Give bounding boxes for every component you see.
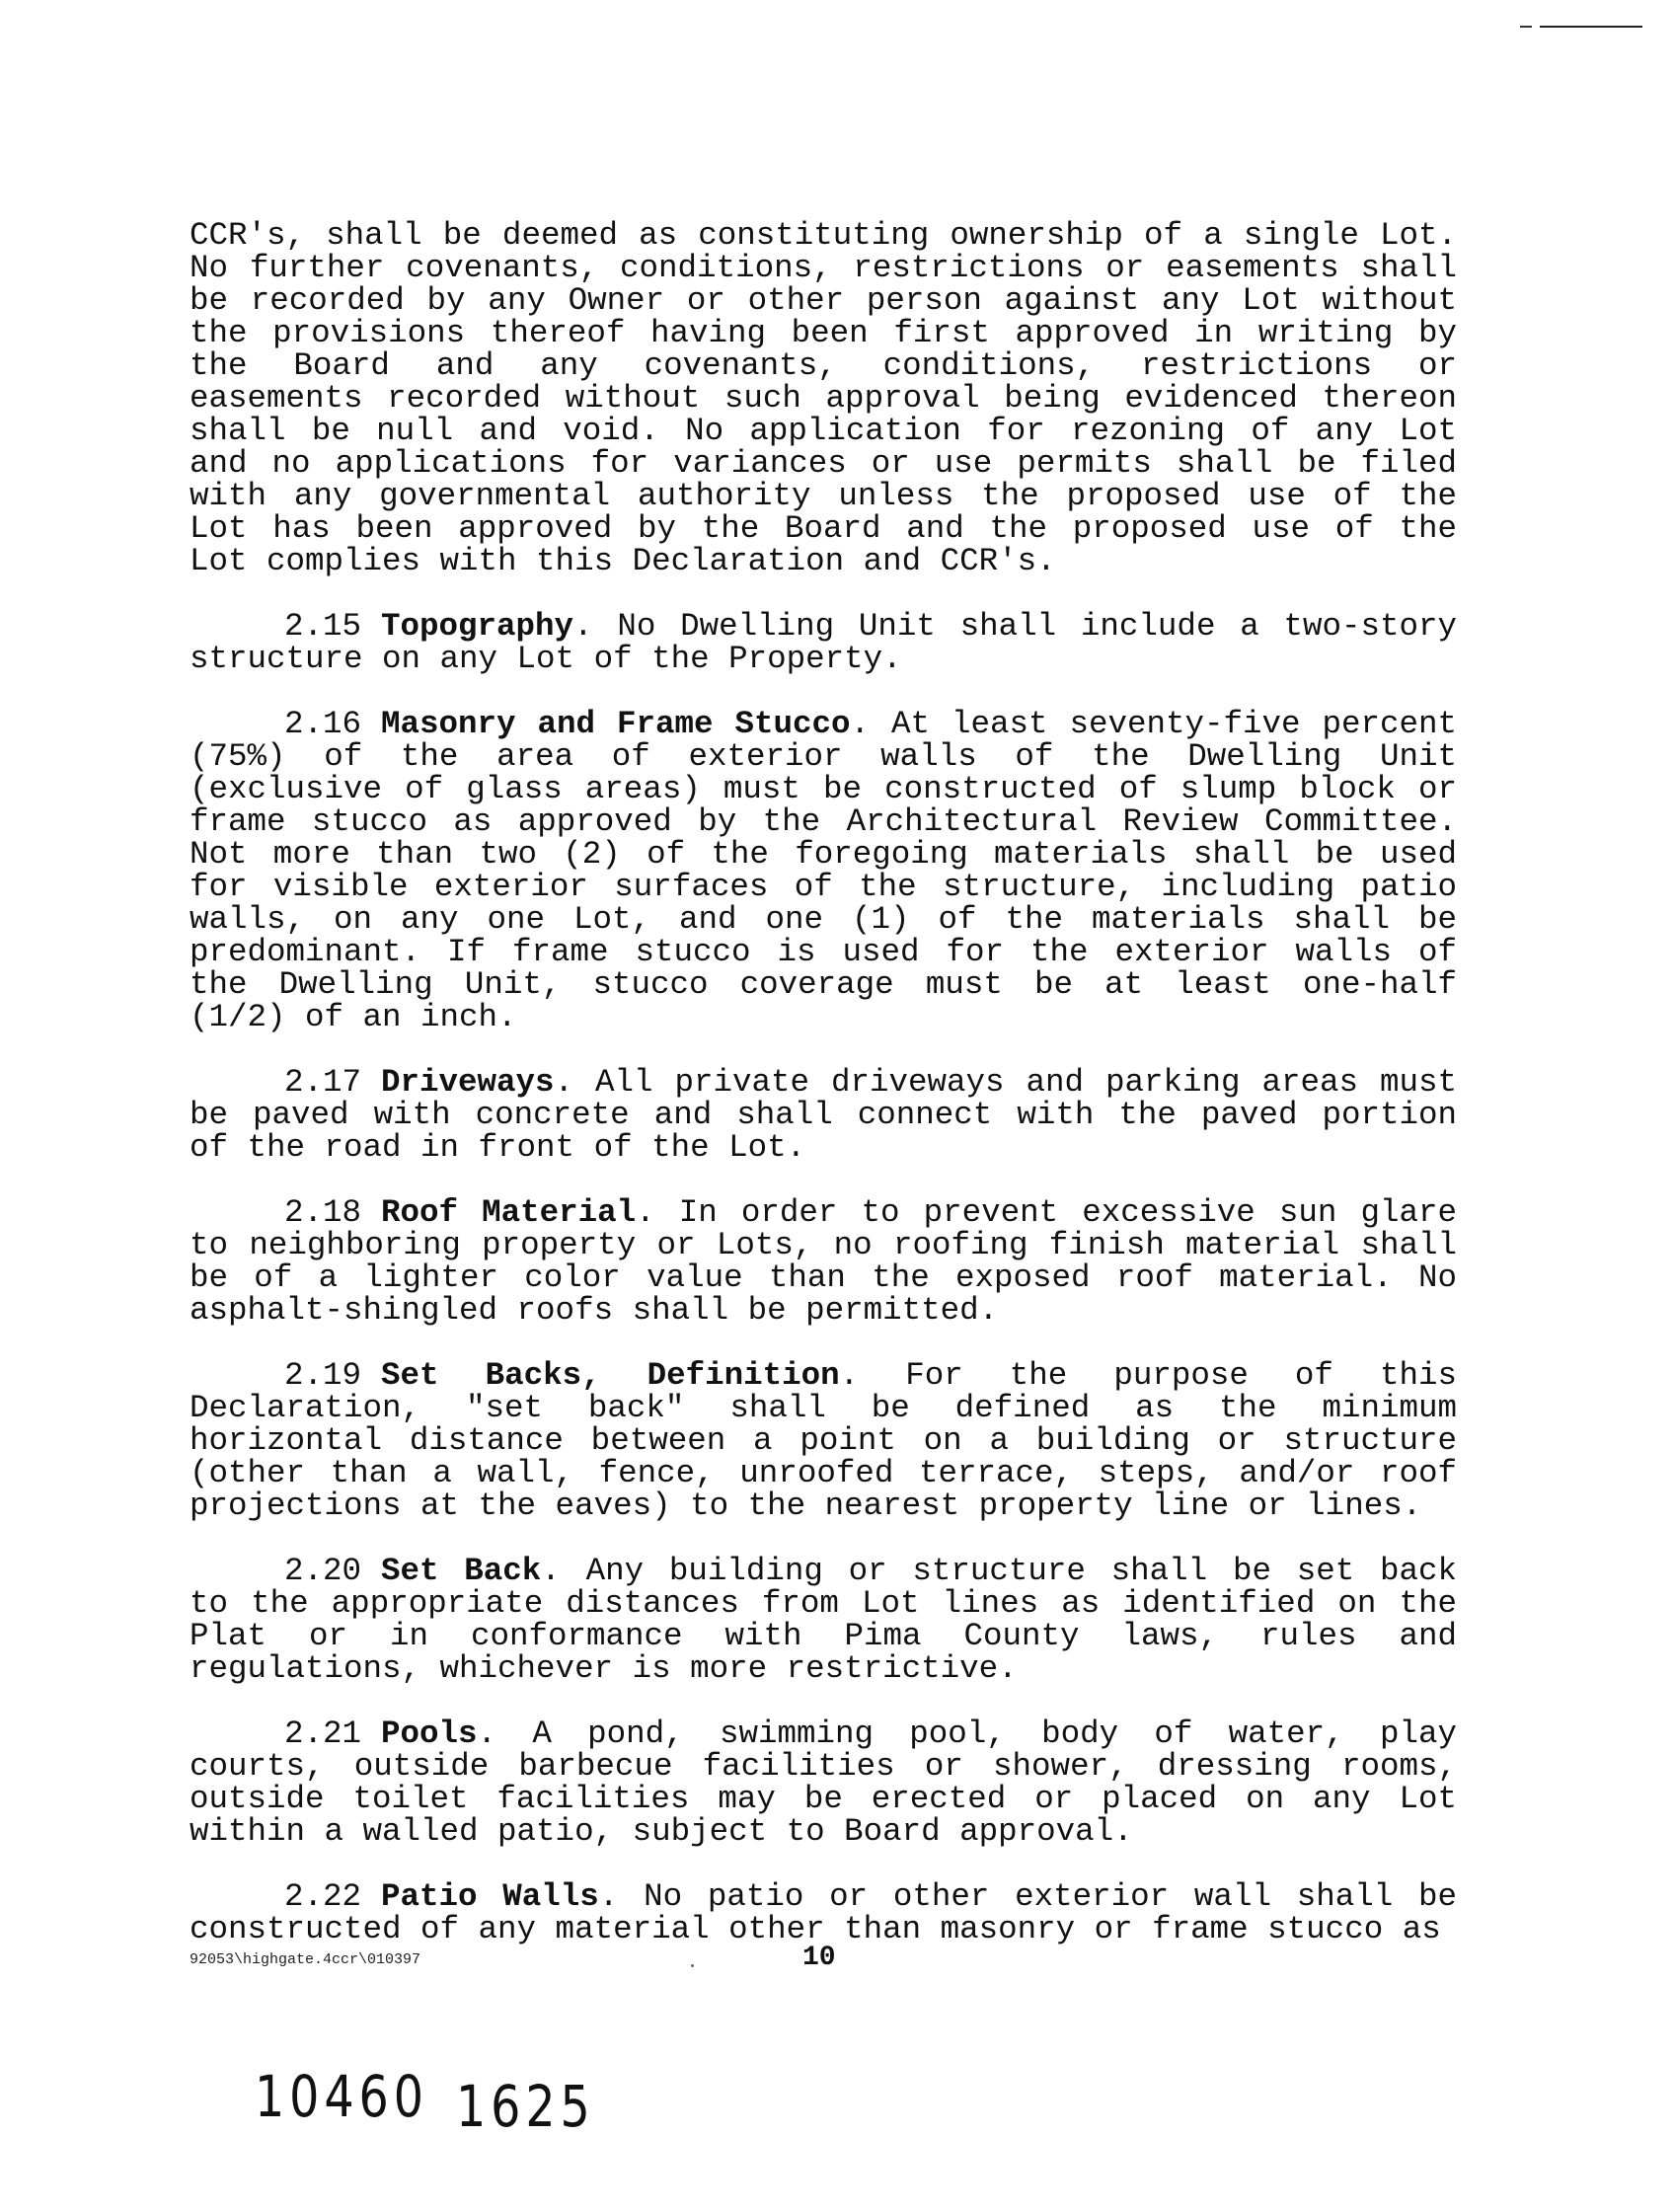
section-number: 2.17 xyxy=(284,1064,362,1101)
section-2-17: 2.17 Driveways. All private driveways and parking areas must be paved with concrete and shall connect with the paved portion of the road in front of the Lot. xyxy=(190,1064,1457,1166)
section-number: 2.18 xyxy=(284,1194,362,1231)
top-edge-dash xyxy=(1520,26,1532,28)
top-edge-rule xyxy=(1540,26,1642,28)
section-heading: Patio Walls xyxy=(381,1878,599,1915)
section-number: 2.22 xyxy=(284,1878,362,1915)
section-2-22: 2.22 Patio Walls. No patio or other exterior wall shall be constructed of any material other than masonry or frame stucco as xyxy=(190,1878,1457,1947)
section-text: For the purpose of this Declaration, "set back" shall be defined as the minimum horizontal distance between a point on a building or structure (other than a wall, fence, unroofed terrace, steps, and/or roof projections at the eaves) to the nearest property line or lines. xyxy=(190,1357,1457,1524)
section-number: 2.15 xyxy=(284,608,362,645)
section-heading: Driveways xyxy=(381,1064,555,1101)
section-text: No Dwelling Unit shall include a two-story structure on any Lot of the Property. xyxy=(190,608,1457,677)
section-heading: Set Back xyxy=(381,1553,542,1589)
section-text: No patio or other exterior wall shall be constructed of any material other than masonry or frame stucco as xyxy=(190,1878,1457,1947)
section-heading: Roof Material xyxy=(381,1194,637,1231)
section-2-15: 2.15 Topography. No Dwelling Unit shall include a two-story structure on any Lot of the Property. xyxy=(190,608,1457,677)
footer-file-reference: 92053\highgate.4ccr\010397 xyxy=(190,1951,421,1968)
section-heading: Set Backs, Definition xyxy=(381,1357,840,1394)
section-2-19: 2.19 Set Backs, Definition. For the purpose of this Declaration, "set back" shall be defined as the minimum horizontal distance between a point on a building or structure (other than a wall, fence, unroofed terrace, steps, and/or roof projections at the eaves) to the nearest property line or lines. xyxy=(190,1357,1457,1524)
paragraph-text: CCR's, shall be deemed as constituting ownership of a single Lot. No further covenants, conditions, restrictions or easements shall be recorded by any Owner or other person against any Lot without the provisions thereof having been first approved in writing by the Board and any covenants, conditions, restrictions or easements recorded without such approval being evidenced thereon shall be null and void. No application for rezoning of any Lot and no applications for variances or use permits shall be filed with any governmental authority unless the proposed use of the Lot has been approved by the Board and the proposed use of the Lot complies with this Declaration and CCR's. xyxy=(190,217,1457,579)
section-number: 2.20 xyxy=(284,1553,362,1589)
section-number: 2.19 xyxy=(284,1357,362,1394)
scan-speck xyxy=(691,1964,694,1967)
section-2-18: 2.18 Roof Material. In order to prevent excessive sun glare to neighboring property or Lots, no roofing finish material shall be of a lighter color value than the exposed roof material. No asphalt-shingled roofs shall be permitted. xyxy=(190,1194,1458,1329)
section-heading: Topography xyxy=(381,608,574,645)
section-number: 2.21 xyxy=(284,1716,362,1752)
section-2-16: 2.16 Masonry and Frame Stucco. At least seventy-five percent (75%) of the area of exterior walls of the Dwelling Unit (exclusive of glass areas) must be constructed of slump block or frame stucco as approved by the Architectural Review Committee. Not more than two (2) of the foregoing materials shall be used for visible exterior surfaces of the structure, including patio walls, on any one Lot, and one (1) of the materials shall be predominant. If frame stucco is used for the exterior walls of the Dwelling Unit, stucco coverage must be at least one-half (1/2) of an inch. xyxy=(190,706,1458,1035)
section-text: A pond, swimming pool, body of water, play courts, outside barbecue facilities or shower, dressing rooms, outside toilet facilities may be erected or placed on any Lot within a walled patio, subject to Board approval. xyxy=(190,1716,1457,1850)
section-2-21: 2.21 Pools. A pond, swimming pool, body of water, play courts, outside barbecue facilities or shower, dressing rooms, outside toilet facilities may be erected or placed on any Lot within a walled patio, subject to Board approval. xyxy=(190,1716,1457,1850)
section-text: All private driveways and parking areas must be paved with concrete and shall connect with the paved portion of the road in front of the Lot. xyxy=(190,1064,1457,1166)
page-number: 10 xyxy=(802,1943,836,1973)
section-heading: Pools xyxy=(381,1716,478,1752)
document-body xyxy=(190,219,1457,1978)
section-text: Any building or structure shall be set back to the appropriate distances from Lot lines as identified on the Plat or in conformance with Pima County laws, rules and regulations, whichever is more restrictive. xyxy=(190,1553,1457,1687)
section-text: In order to prevent excessive sun glare to neighboring property or Lots, no roofing finish material shall be of a lighter color value than the exposed roof material. No asphalt-shingled roofs shall be permitted. xyxy=(190,1194,1458,1329)
recording-stamp-book: 10460 xyxy=(255,2063,428,2130)
section-2-20: 2.20 Set Back. Any building or structure shall be set back to the appropriate distances from Lot lines as identified on the Plat or in conformance with Pima County laws, rules and regulations, whichever is more restrictive. xyxy=(190,1553,1457,1687)
section-heading: Masonry and Frame Stucco xyxy=(381,706,851,742)
recording-stamp-page: 1625 xyxy=(456,2073,595,2140)
paragraph-continuation xyxy=(190,219,1457,577)
section-number: 2.16 xyxy=(284,706,362,742)
section-text: At least seventy-five percent (75%) of the area of exterior walls of the Dwelling Unit (exclusive of glass areas) must be constructed of slump block or frame stucco as approved by the Architectural Review Committee. Not more than two (2) of the foregoing materials shall be used for visible exterior surfaces of the structure, including patio walls, on any one Lot, and one (1) of the materials shall be predominant. If frame stucco is used for the exterior walls of the Dwelling Unit, stucco coverage must be at least one-half (1/2) of an inch. xyxy=(190,706,1458,1035)
